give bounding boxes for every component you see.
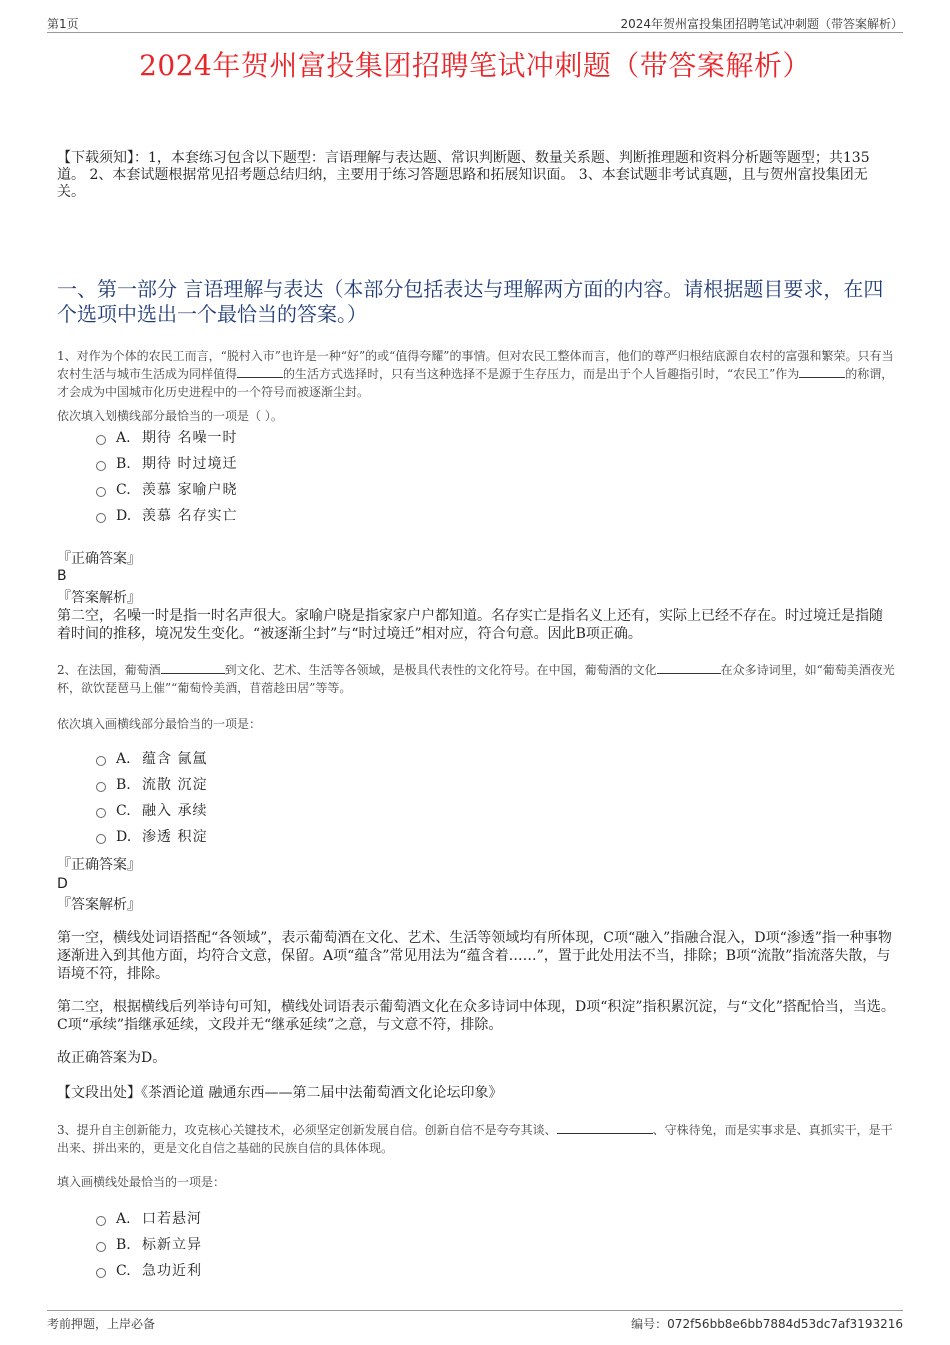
radio-icon[interactable] [96, 808, 106, 818]
radio-icon[interactable] [96, 513, 106, 523]
section-heading: 一、第一部分 言语理解与表达（本部分包括表达与理解两方面的内容。请根据题目要求，在四个选项中选出一个最恰当的答案。） [57, 277, 884, 326]
q1-analysis-label: 『答案解析』 [57, 590, 141, 606]
blank [799, 365, 845, 378]
page-header [47, 12, 903, 33]
header-doc-title: 2024年贺州富投集团招聘笔试冲刺题（带答案解析） [620, 17, 903, 31]
page-footer [47, 1310, 903, 1331]
q2-source: 【文段出处】《茶酒论道 融通东西——第二届中法葡萄酒文化论坛印象》 [57, 1085, 503, 1101]
q3-option-c[interactable]: C. 急功近利 [96, 1258, 496, 1284]
q1-answer-label: 『正确答案』 [57, 551, 141, 567]
q1-text-c: 的称谓，才会成为中国城市化历史进程中的一个符号而被逐渐尘封。 [57, 367, 894, 399]
q1-option-b[interactable]: B. 期待 时过境迁 [96, 451, 496, 477]
radio-icon[interactable] [96, 461, 106, 471]
q1-prompt: 依次填入划横线部分最恰当的一项是（ ）。 [57, 409, 283, 423]
q1-options [96, 425, 496, 529]
download-notice: 【下载须知】：1，本套练习包含以下题型：言语理解与表达题、常识判断题、数量关系题、判断推理题和资料分析题等题型；共135道。 2、本套试题根据常见招考题总结归纳，主要用于练习答题思路和拓展知识面。 3、本套试题非考试真题，且与贺州富投集团无关。 [57, 150, 870, 200]
radio-icon[interactable] [96, 834, 106, 844]
q1-answer: B [57, 568, 67, 584]
q2-option-c[interactable]: C. 融入 承续 [96, 798, 496, 824]
blank [237, 365, 283, 378]
q2-prompt: 依次填入画横线部分最恰当的一项是： [57, 717, 262, 731]
q2-text-b: 到文化、艺术、生活等各领域，是极具代表性的文化符号。在中国，葡萄酒的文化 [224, 663, 657, 677]
q2-text-a: 2、在法国，葡萄酒 [57, 663, 161, 677]
blank [557, 1121, 653, 1134]
doc-title: 2024年贺州富投集团招聘笔试冲刺题（带答案解析） [139, 49, 811, 82]
blank [161, 661, 225, 674]
q1-option-a[interactable]: A. 期待 名噪一时 [96, 425, 496, 451]
radio-icon[interactable] [96, 487, 106, 497]
footer-code-value: 072f56bb8e6bb7884d53dc7af3193216 [667, 1317, 903, 1331]
q3-options [96, 1206, 496, 1284]
question-2-text [57, 661, 895, 697]
q2-answer: D [57, 876, 68, 892]
q2-option-b[interactable]: B. 流散 沉淀 [96, 772, 496, 798]
q3-prompt: 填入画横线处最恰当的一项是： [57, 1175, 226, 1189]
q3-text-a: 3、提升自主创新能力，攻克核心关键技术，必须坚定创新发展自信。创新自信不是夸夸其谈、 [57, 1123, 557, 1137]
radio-icon[interactable] [96, 435, 106, 445]
radio-icon[interactable] [96, 1242, 106, 1252]
q1-option-c[interactable]: C. 羡慕 家喻户晓 [96, 477, 496, 503]
page-number: 第1页 [47, 17, 79, 31]
q2-analysis-p1: 第一空，横线处词语搭配“各领域”，表示葡萄酒在文化、艺术、生活等领域均有所体现，C项“融入”指融合混入，D项“渗透”指一种事物逐渐进入到其他方面，均符合文意，保留。A项“蕴含”常见用法为“蕴含着……”，置于此处用法不当，排除；B项“流散”指流落失散，与语境不符，排除。 [57, 930, 892, 982]
q3-option-b[interactable]: B. 标新立异 [96, 1232, 496, 1258]
q2-analysis-p2: 第二空，根据横线后列举诗句可知，横线处词语表示葡萄酒文化在众多诗词中体现，D项“积淀”指积累沉淀，与“文化”搭配恰当，当选。C项“承续”指继承延续，文段并无“继承延续”之意，与文意不符，排除。 [57, 999, 895, 1033]
q2-options [96, 746, 496, 850]
q2-analysis-p3: 故正确答案为D。 [57, 1050, 167, 1066]
q2-option-a[interactable]: A. 蕴含 氤氲 [96, 746, 496, 772]
q2-answer-label: 『正确答案』 [57, 857, 141, 873]
q3-text-b: 、守株待兔，而是实事求是、真抓实干，是干出来、拼出来的，更是文化自信之基础的民族自信的具体体现。 [57, 1123, 893, 1155]
q2-text-c: 在众多诗词里，如“葡萄美酒夜光杯，欲饮琵琶马上催”“葡萄怜美酒，苜蓿趁田居”等等。 [57, 663, 895, 695]
radio-icon[interactable] [96, 1216, 106, 1226]
footer-code [631, 1315, 903, 1332]
question-3-text [57, 1121, 895, 1157]
q1-text-a: 1、对作为个体的农民工而言，“脱村入市”也许是一种“好”的或“值得夸耀”的事情。但对农民工整体而言，他们的尊严归根结底源自农村的富强和繁荣。只有当农村生活与城市生活成为同样值得 [57, 349, 894, 381]
footer-code-label: 编号： [631, 1317, 668, 1331]
q1-option-d[interactable]: D. 羡慕 名存实亡 [96, 503, 496, 529]
q2-option-d[interactable]: D. 渗透 积淀 [96, 824, 496, 850]
radio-icon[interactable] [96, 1268, 106, 1278]
q1-analysis: 第二空，名噪一时是指一时名声很大。家喻户晓是指家家户户都知道。名存实亡是指名义上还有，实际上已经不存在。时过境迁是指随着时间的推移，境况发生变化。“被逐渐尘封”与“时过境迁”相对应，符合句意。因此B项正确。 [57, 608, 883, 642]
radio-icon[interactable] [96, 756, 106, 766]
q1-text-b: 的生活方式选择时，只有当这种选择不是源于生存压力，而是出于个人旨趣指引时，“农民工”作为 [283, 367, 800, 381]
blank [657, 661, 721, 674]
radio-icon[interactable] [96, 782, 106, 792]
q2-analysis-label: 『答案解析』 [57, 897, 141, 913]
q3-option-a[interactable]: A. 口若悬河 [96, 1206, 496, 1232]
footer-slogan: 考前押题，上岸必备 [47, 1317, 156, 1331]
question-1-text [57, 347, 895, 401]
